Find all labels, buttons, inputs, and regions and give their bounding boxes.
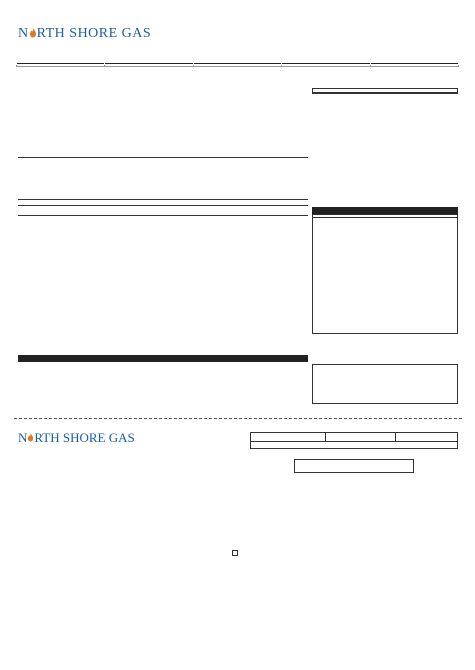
bill-period: [313, 90, 457, 93]
service-line: [274, 39, 454, 47]
amount-enclosed-input[interactable]: [294, 459, 414, 473]
rate-name: [18, 165, 308, 172]
summary-col-head: [350, 114, 386, 120]
graphs-panel: [312, 207, 458, 334]
amount-due-box: [250, 432, 458, 473]
late-fee-note: [250, 442, 458, 449]
next-read-date: [193, 65, 281, 67]
brand-name-part1: N: [18, 26, 29, 41]
total-row: [18, 215, 308, 223]
meter-label: [18, 172, 104, 180]
reading-value: [254, 172, 278, 180]
service-address-label: [18, 85, 104, 92]
summary-col-head: [422, 114, 458, 120]
reading-label: [104, 180, 254, 188]
due-label: [251, 433, 326, 442]
tear-line: [14, 418, 462, 419]
customer-name-label: [18, 78, 104, 85]
service-line: [274, 32, 454, 40]
meter-readings: [18, 172, 308, 196]
charges-by-month-box: [312, 364, 458, 404]
subtotal-row: [18, 207, 308, 215]
reading-value: [254, 188, 308, 196]
summary-col-head: [386, 114, 422, 120]
account-summary-table: [314, 114, 458, 120]
due-date: [325, 433, 395, 442]
bill-date: [17, 65, 105, 67]
brand-logo: [18, 26, 151, 43]
account-summary: [312, 88, 458, 94]
pledge-checkbox[interactable]: [232, 550, 238, 556]
account-number: [105, 65, 193, 67]
usage-chart: [313, 218, 457, 326]
service-line: [274, 24, 454, 32]
due-amount: [395, 433, 457, 442]
service-lines: [274, 24, 454, 54]
stub-brand-logo: N RTH SHORE GAS: [18, 430, 135, 445]
activity-section: [18, 106, 308, 114]
messages-section: [18, 355, 308, 363]
charges-section: [18, 207, 308, 223]
customer-info: [18, 78, 288, 99]
amount-due: [282, 65, 370, 67]
reading-label: [104, 188, 254, 196]
reading-label: [104, 172, 254, 180]
bill-header: [16, 62, 459, 67]
graphs-title: [312, 207, 458, 214]
messages-title: [18, 355, 308, 362]
payment-due-date: [370, 65, 458, 67]
charges-graph-title: [313, 365, 457, 367]
flame-icon: [29, 28, 37, 38]
activity-title: [18, 106, 308, 114]
gas-service-section: [18, 157, 308, 172]
bill-header-table: [16, 62, 459, 67]
reading-value: [254, 180, 278, 188]
gas-service-title: [18, 158, 308, 165]
service-line: [274, 47, 454, 55]
therm-conversion: [18, 199, 308, 206]
brand-name-part2: RTH SHORE GAS: [36, 26, 152, 41]
usage-graph-box: [312, 214, 458, 334]
pledge-option: [232, 549, 460, 556]
